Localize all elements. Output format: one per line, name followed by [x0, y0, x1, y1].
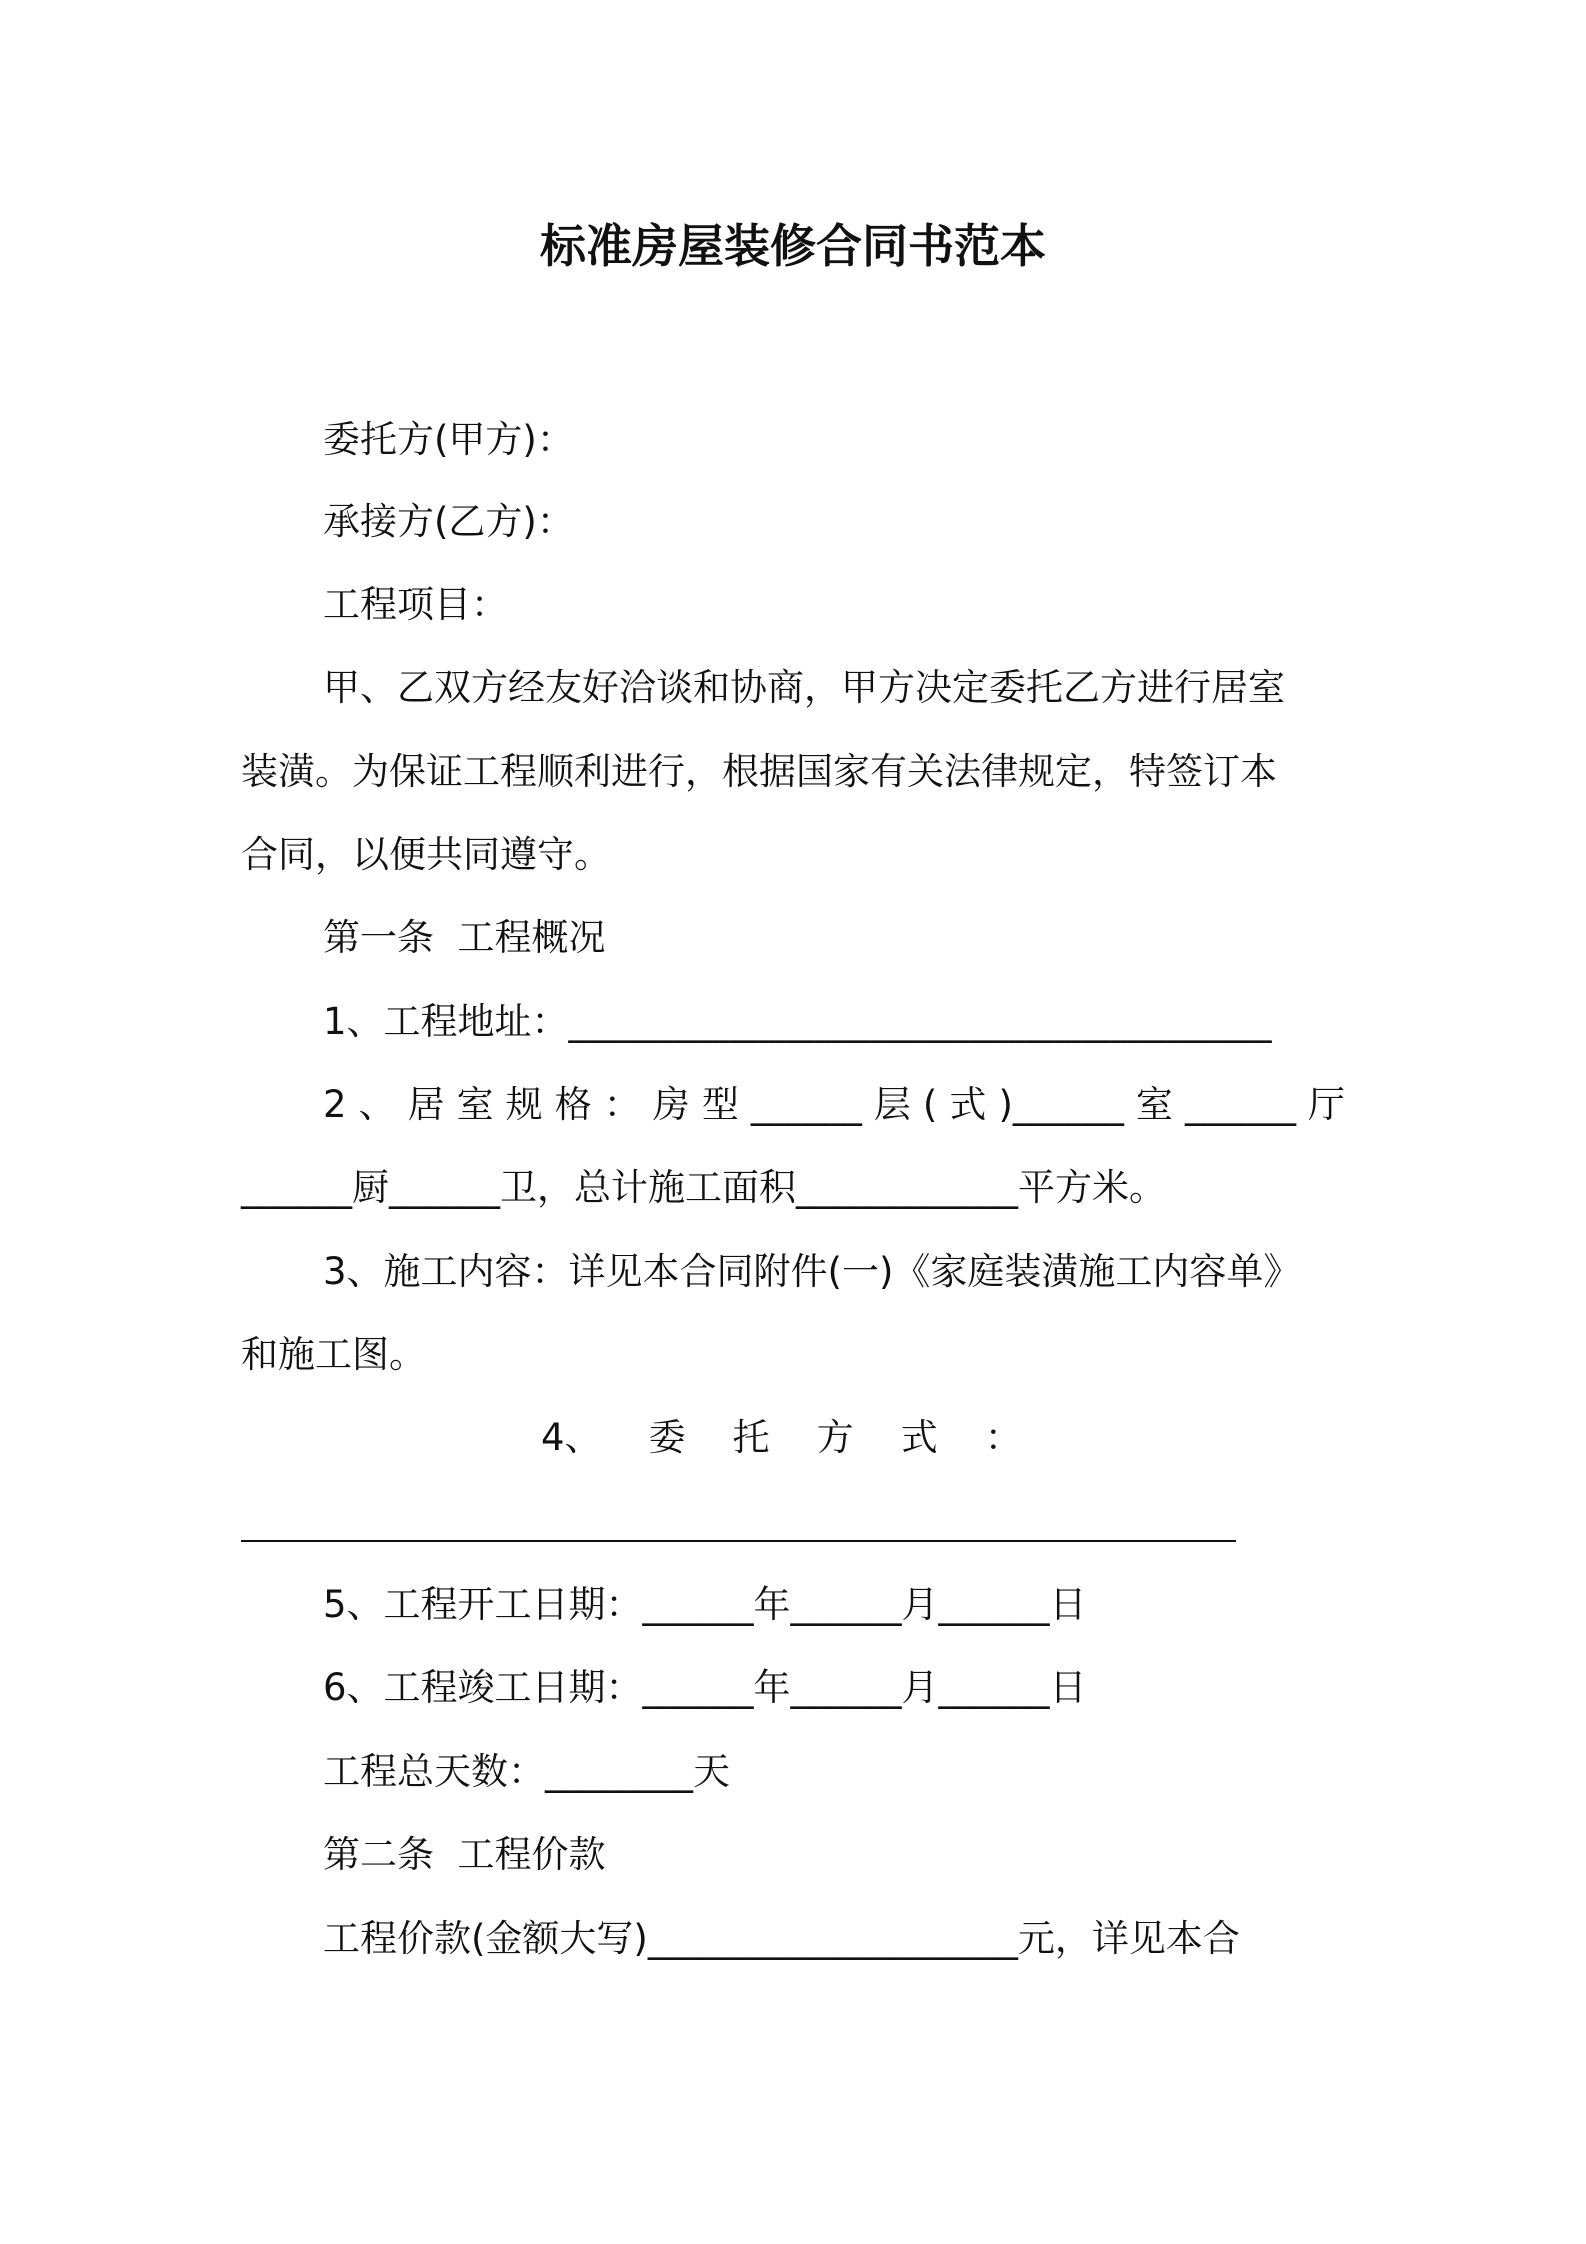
item-6-end-date: 6、工程竣工日期：______年______月______日 — [323, 1666, 1087, 1709]
article-1-heading: 第一条 工程概况 — [323, 916, 606, 959]
item-1-address: 1、工程地址：______________________________________ — [323, 1000, 1272, 1043]
item-5-start-date: 5、工程开工日期：______年______月______日 — [323, 1583, 1087, 1626]
intro-line-2: 装潢。为保证工程顺利进行，根据国家有关法律规定，特签订本 — [241, 750, 1277, 793]
item-4-blank-line — [241, 1540, 1236, 1542]
item-2-room-spec-cont: ______厨______卫，总计施工面积____________平方米。 — [241, 1166, 1166, 1209]
client-party-line: 委托方(甲方)： — [323, 418, 574, 461]
total-days-line: 工程总天数：________天 — [323, 1750, 730, 1793]
item-3-content-cont: 和施工图。 — [241, 1333, 426, 1376]
document-title: 标准房屋装修合同书范本 — [540, 219, 1046, 273]
article-2-heading: 第二条 工程价款 — [323, 1833, 606, 1876]
item-2-room-spec: 2、居室规格：房型______层(式)______室______厅 — [323, 1083, 1345, 1126]
contractor-party-line: 承接方(乙方)： — [323, 500, 574, 543]
item-3-content: 3、施工内容：详见本合同附件(一)《家庭装潢施工内容单》 — [323, 1250, 1301, 1293]
project-line: 工程项目： — [323, 583, 508, 626]
price-line: 工程价款(金额大写)____________________元，详见本合 — [323, 1917, 1240, 1960]
intro-line-1: 甲、乙双方经友好洽谈和协商，甲方决定委托乙方进行居室 — [323, 666, 1285, 709]
intro-line-3: 合同，以便共同遵守。 — [241, 833, 611, 876]
item-4-commission-method: 4、 委 托 方 式 ： — [541, 1416, 1022, 1459]
